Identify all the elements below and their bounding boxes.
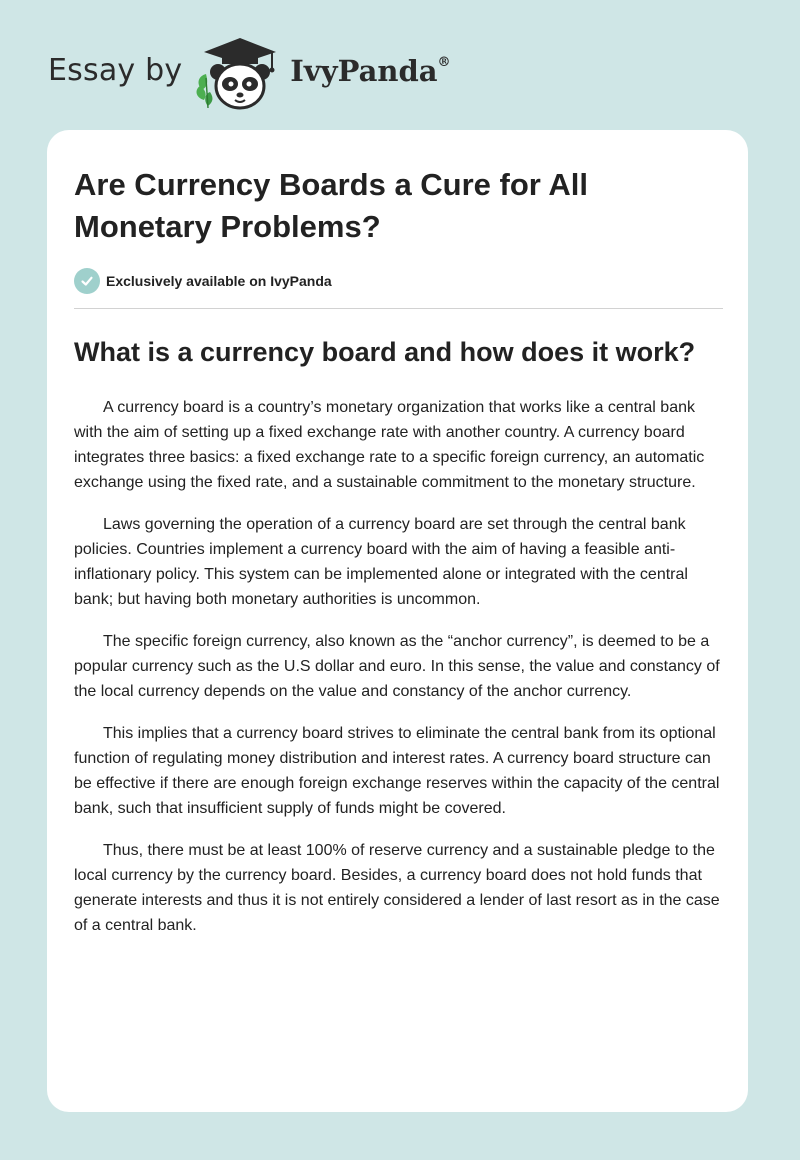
essay-title: Are Currency Boards a Cure for All Monetary Problems? bbox=[74, 167, 588, 244]
essay-by-label: Essay by bbox=[48, 52, 183, 88]
leaf-icon bbox=[197, 74, 213, 108]
paragraph: The specific foreign currency, also known as the “anchor currency”, is deemed to be a popular currency such as the U.S dollar and euro. In this sense, the value and constancy of the local currency depends on the value and constancy of the anchor currency. bbox=[74, 633, 720, 700]
paragraph: This implies that a currency board strives to eliminate the central bank from its optional function of regulating money distribution and interest rates. A currency board structure can be effective if there are enough foreign exchange reserves within the capacity of the central bank, such that insufficient supply of funds might be covered. bbox=[74, 725, 720, 817]
check-icon bbox=[74, 268, 100, 294]
panda-graduate-icon[interactable] bbox=[192, 34, 288, 114]
essay-card bbox=[47, 130, 748, 1112]
paragraph: A currency board is a country’s monetary organization that works like a central bank with the aim of setting up a fixed exchange rate with another country. A currency board integrates three basics: a fixed exchange rate to a specific foreign currency, an automatic exchange using the fixed rate, and a sustainable commitment to the monetary structure. bbox=[74, 399, 705, 491]
section-heading: What is a currency board and how does it work? bbox=[74, 337, 696, 367]
paragraph: Laws governing the operation of a currency board are set through the central bank policies. Countries implement a currency board with the aim of having a feasible anti-inflationary policy. This system can be implemented alone or integrated with the central bank; but having both monetary authorities is uncommon. bbox=[74, 516, 688, 608]
divider bbox=[74, 308, 723, 309]
essay-body bbox=[74, 395, 723, 938]
essay-content bbox=[74, 164, 723, 955]
paragraph: Thus, there must be at least 100% of reserve currency and a sustainable pledge to the local currency by the currency board. Besides, a currency board does not hold funds that generate interests and thus it is not entirely considered a lender of last resort as in the case of a central bank. bbox=[74, 842, 720, 934]
site-header bbox=[48, 34, 451, 114]
brand-text: IvyPanda bbox=[290, 54, 438, 88]
exclusive-badge bbox=[74, 268, 723, 294]
brand-name[interactable] bbox=[290, 54, 450, 88]
registered-mark: ® bbox=[437, 55, 451, 71]
badge-label: Exclusively available on IvyPanda bbox=[106, 273, 332, 289]
